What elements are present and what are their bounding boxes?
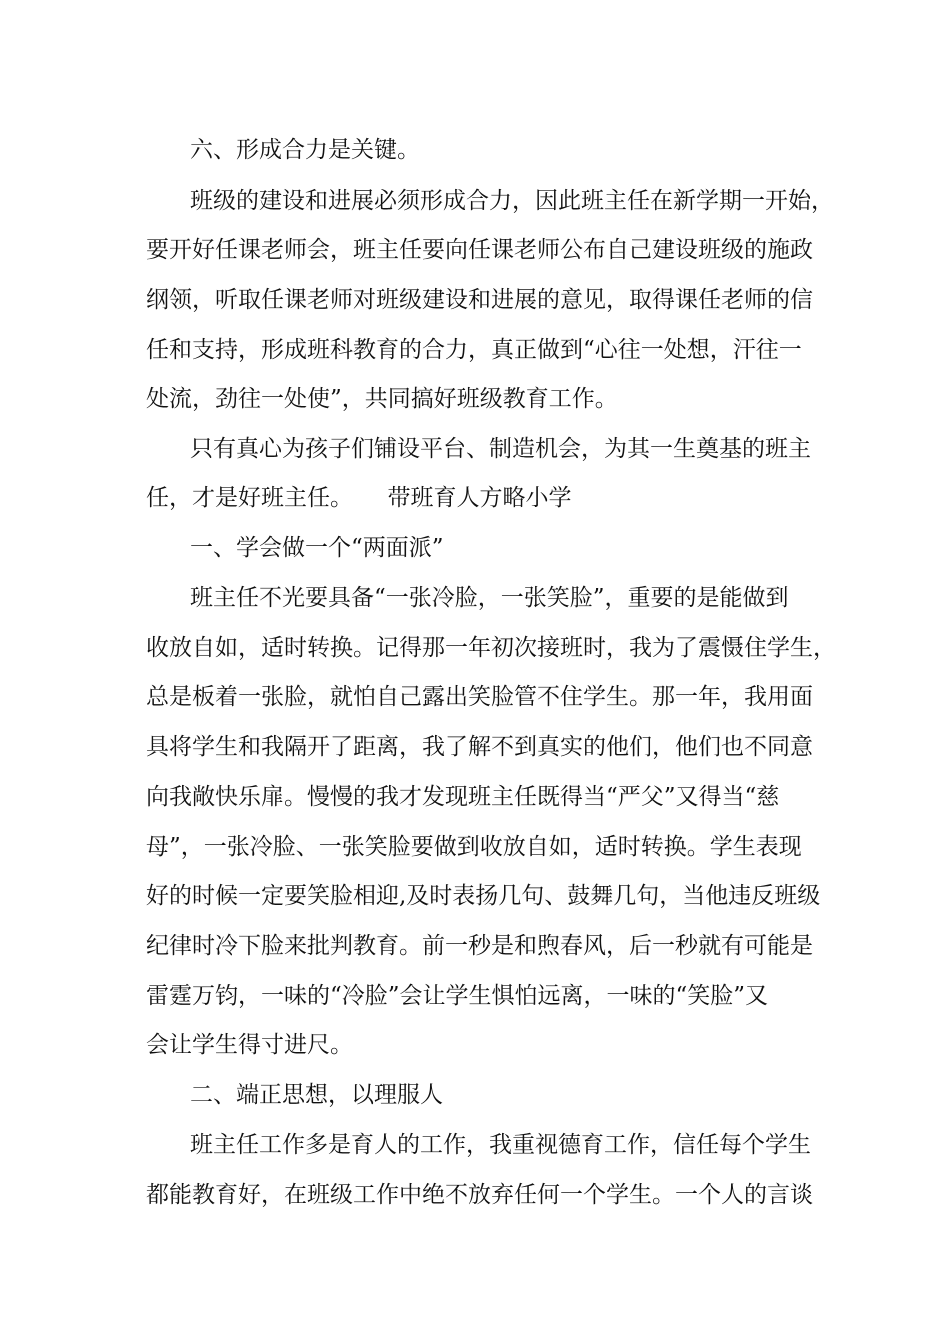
paragraph-line: 纲领，听取任课老师对班级建设和进展的意见，取得课任老师的信 (146, 287, 813, 313)
paragraph-line: 纪律时冷下脸来批判教育。前一秒是和煦春风，后一秒就有可能是 (146, 933, 813, 959)
paragraph-line: 母”，一张冷脸、一张笑脸要做到收放自如，适时转换。学生表现 (146, 834, 802, 860)
paragraph-line: 向我敞快乐扉。慢慢的我才发现班主任既得当“严父”又得当“慈 (146, 784, 780, 810)
paragraph-line: 只有真心为孩子们铺设平台、制造机会，为其一生奠基的班主 (190, 436, 811, 462)
paragraph-line: 好的时候一定要笑脸相迎,及时表扬几句、鼓舞几句，当他违反班级 (146, 883, 821, 909)
paragraph-line: 任，才是好班主任。 带班育人方略小学 (146, 485, 572, 511)
paragraph-line: 都能教育好，在班级工作中绝不放弃任何一个学生。一个人的言谈 (146, 1182, 813, 1208)
section-heading-one: 一、学会做一个“两面派” (190, 535, 444, 561)
section-heading-two: 二、端正思想，以理服人 (190, 1082, 443, 1108)
paragraph-line: 收放自如，适时转换。记得那一年初次接班时，我为了震慑住学生， (146, 635, 836, 661)
paragraph-line: 班主任不光要具备“一张冷脸，一张笑脸”，重要的是能做到 (190, 585, 789, 611)
paragraph-line: 班级的建设和进展必须形成合力，因此班主任在新学期一开始， (190, 188, 834, 214)
paragraph-line: 处流，劲往一处使”，共同搞好班级教育工作。 (146, 386, 618, 412)
paragraph-line: 雷霆万钧，一味的“冷脸”会让学生惧怕远离，一味的“笑脸”又 (146, 983, 769, 1009)
paragraph-line: 具将学生和我隔开了距离，我了解不到真实的他们，他们也不同意 (146, 734, 813, 760)
paragraph-line: 任和支持，形成班科教育的合力，真正做到“心往一处想，汗往一 (146, 337, 802, 363)
paragraph-line: 要开好任课老师会，班主任要向任课老师公布自己建设班级的施政 (146, 237, 813, 263)
section-heading-six: 六、形成合力是关键。 (190, 137, 420, 163)
paragraph-line: 总是板着一张脸，就怕自己露出笑脸管不住学生。那一年，我用面 (146, 684, 813, 710)
paragraph-line: 会让学生得寸进尺。 (146, 1032, 353, 1058)
paragraph-line: 班主任工作多是育人的工作，我重视德育工作，信任每个学生 (190, 1132, 811, 1158)
